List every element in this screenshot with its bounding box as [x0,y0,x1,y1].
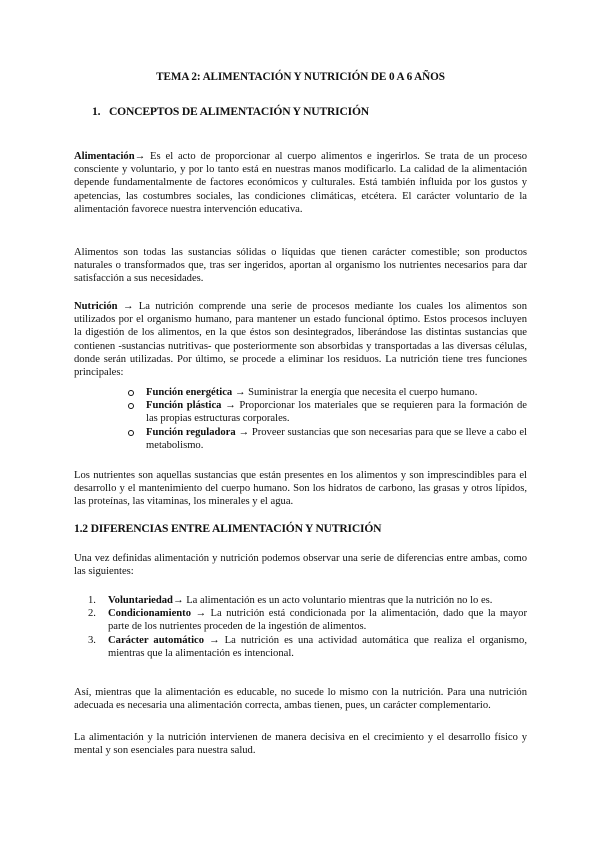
funcion-text: → Proveer sustancias que son necesarias para que se lleve a cabo el metabolismo. [146,426,527,451]
funcion-term: Función plástica [146,400,222,412]
list-item [128,426,527,452]
list-item [88,607,527,633]
funciones-list [128,386,527,452]
item-number: 3. [88,634,96,646]
text-alimentacion: Es el acto de proporcionar al cuerpo alimentos e ingerirlos. Se trata de un proceso consciente y voluntario, y por lo tanto está en nuestras manos modificarlo. La calidad de la alimentación depende fundamentalmente de factores económicos y culturales. Está también influida por los gustos y apetencias, las costumbres sociales, las condiciones climáticas, etcétera. El carácter voluntario de la alimentación favorece nuestra intervención educativa. [74,151,527,215]
section-1-title: CONCEPTOS DE ALIMENTACIÓN Y NUTRICIÓN [109,105,369,118]
diferencia-term: Voluntariedad [108,595,173,606]
section-2-heading: 1.2 DIFERENCIAS ENTRE ALIMENTACIÓN Y NUTRICIÓN [74,522,382,535]
paragraph-asi: Así, mientras que la alimentación es educable, no sucede lo mismo con la nutrición. Para una nutrición adecuada es necesaria una alimentación correcta, ambas tienen, pues, un carácter complementario. [74,687,527,712]
diferencias-list [88,594,527,660]
bullet-icon [128,390,134,396]
funcion-text: → Proporcionar los materiales que se requieren para la formación de las propias estructuras corporales. [146,400,527,425]
item-number: 1. [88,595,96,606]
arrow-nutricion: → [122,301,134,312]
diferencia-text: → La alimentación es un acto voluntario mientras que la nutrición no lo es. [172,595,493,606]
diferencia-term: Condicionamiento [108,608,191,620]
text-nutricion: La nutrición comprende una serie de procesos mediante los cuales los alimentos son utilizados por el organismo humano, para mantener un estado funcional óptimo. Estos procesos incluyen la digestión de los alimentos, en la que éstos son desintegrados, liberándose las distintas sustancias que contienen -sustancias nutritivas- que posteriormente son absorbidas y transportadas a las diversas células, donde serán utilizadas. Por último, se procede a eliminar los residuos. La nutrición tiene tres funciones principales: [74,301,527,379]
diferencia-text: → La nutrición está condicionada por la alimentación, dado que la mayor parte de los nutrientes proceden de la ingestión de alimentos. [108,608,527,633]
list-item [128,399,527,425]
paragraph-final: La alimentación y la nutrición intervienen de manera decisiva en el crecimiento y el desarrollo físico y mental y son esenciales para nuestra salud. [74,732,527,757]
section-1-heading [92,105,369,118]
arrow-alimentacion: → [134,151,146,162]
paragraph-alimentos: Alimentos son todas las sustancias sólidas o líquidas que tienen carácter comestible; son productos naturales o transformados que, tras ser ingeridos, aportan al organismo los nutrientes necesarios para dar satisfacción a sus necesidades. [74,247,527,285]
item-number: 2. [88,608,96,620]
list-item [88,594,527,607]
bullet-icon [128,403,134,409]
funcion-text: → Suministrar la energía que necesita el cuerpo humano. [232,387,478,398]
document-title: TEMA 2: ALIMENTACIÓN Y NUTRICIÓN DE 0 A 6 AÑOS [156,71,445,83]
diferencia-term: Carácter automático [108,634,205,646]
list-item [88,634,527,660]
list-item [128,386,527,399]
paragraph-alimentacion [74,150,527,216]
section-1-number: 1. [92,105,101,118]
paragraph-diferencias: Una vez definidas alimentación y nutrición podemos observar una serie de diferencias entre ambas, como las siguientes: [74,553,527,578]
funcion-term: Función reguladora [146,426,236,438]
diferencia-text: → La nutrición es una actividad automática que realiza el organismo, mientras que la alimentación es intencional. [108,634,527,659]
term-nutricion: Nutrición [74,301,118,312]
bullet-icon [128,430,134,436]
paragraph-nutricion [74,300,527,379]
paragraph-nutrientes: Los nutrientes son aquellas sustancias que están presentes en los alimentos y son imprescindibles para el desarrollo y el mantenimiento del cuerpo humano. Son los hidratos de carbono, las grasas y otros lípidos, las proteínas, las vitaminas, los minerales y el agua. [74,470,527,508]
funcion-term: Función energética [146,387,233,398]
term-alimentacion: Alimentación [74,151,135,162]
